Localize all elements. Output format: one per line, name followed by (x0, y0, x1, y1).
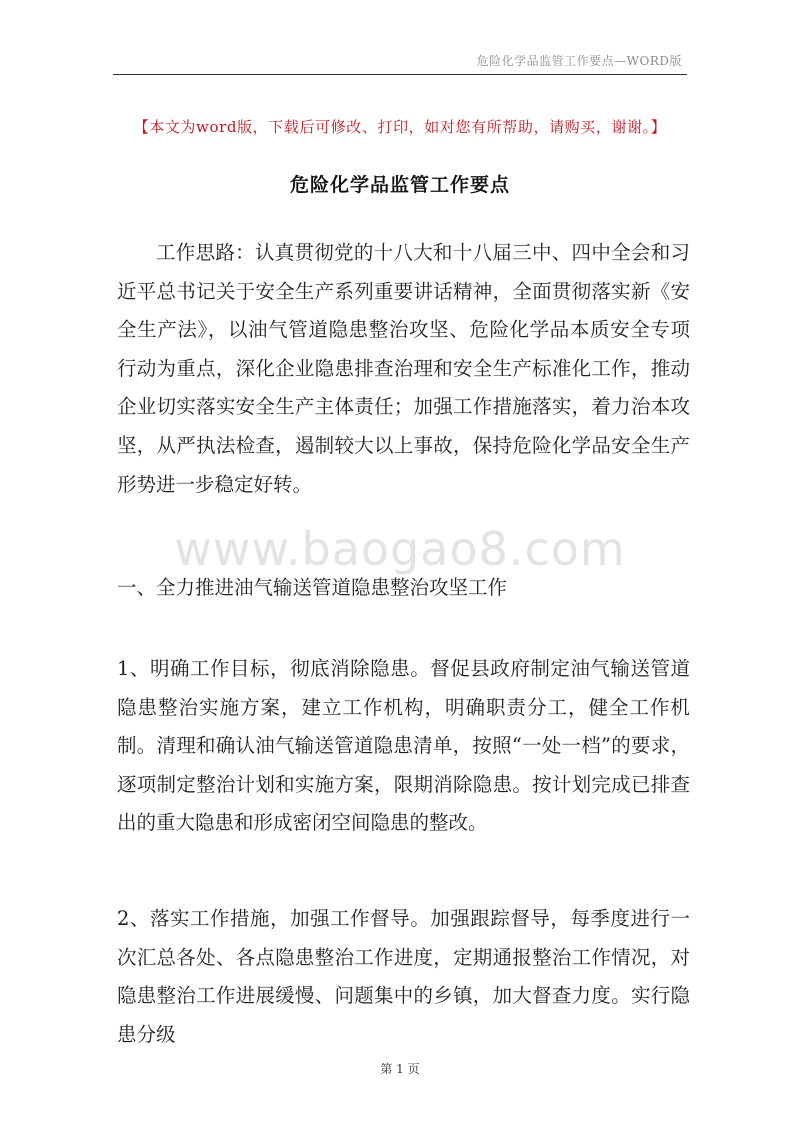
section-heading: 一、全力推进油气输送管道隐患整治攻坚工作 (117, 576, 508, 599)
running-header: 危险化学品监管工作要点—WORD版 (476, 54, 682, 68)
page-number: 第 1 页 (380, 1062, 420, 1076)
list-item-1: 1、明确工作目标，彻底消除隐患。督促县政府制定油气输送管道隐患整治实施方案，建立工作机构，明确职责分工，健全工作机制。清理和确认油气输送管道隐患清单，按照“一处一档”的要求，逐项制定整治计划和实施方案，限期消除隐患。按计划完成已排查出的重大隐患和形成密闭空间隐患的整改。 (117, 657, 690, 835)
download-notice: 【本文为word版，下载后可修改、打印，如对您有所帮助，请购买，谢谢。】 (133, 118, 667, 136)
header-divider (113, 74, 687, 75)
watermark-text: www.baogao8.com (174, 522, 626, 576)
document-title: 危险化学品监管工作要点 (289, 174, 510, 196)
list-item-2: 2、落实工作措施，加强工作督导。加强跟踪督导，每季度进行一次汇总各处、各点隐患整治工作进度，定期通报整治工作情况，对隐患整治工作进展缓慢、问题集中的乡镇，加大督查力度。实行隐患分级 (117, 907, 690, 1046)
intro-paragraph: 工作思路：认真贯彻党的十八大和十八届三中、四中全会和习近平总书记关于安全生产系列重要讲话精神，全面贯彻落实新《安全生产法》，以油气管道隐患整治攻坚、危险化学品本质安全专项行动为重点，深化企业隐患排查治理和安全生产标准化工作，推动企业切实落实安全生产主体责任；加强工作措施落实，着力治本攻坚，从严执法检查，遏制较大以上事故，保持危险化学品安全生产形势进一步稳定好转。 (117, 241, 690, 496)
